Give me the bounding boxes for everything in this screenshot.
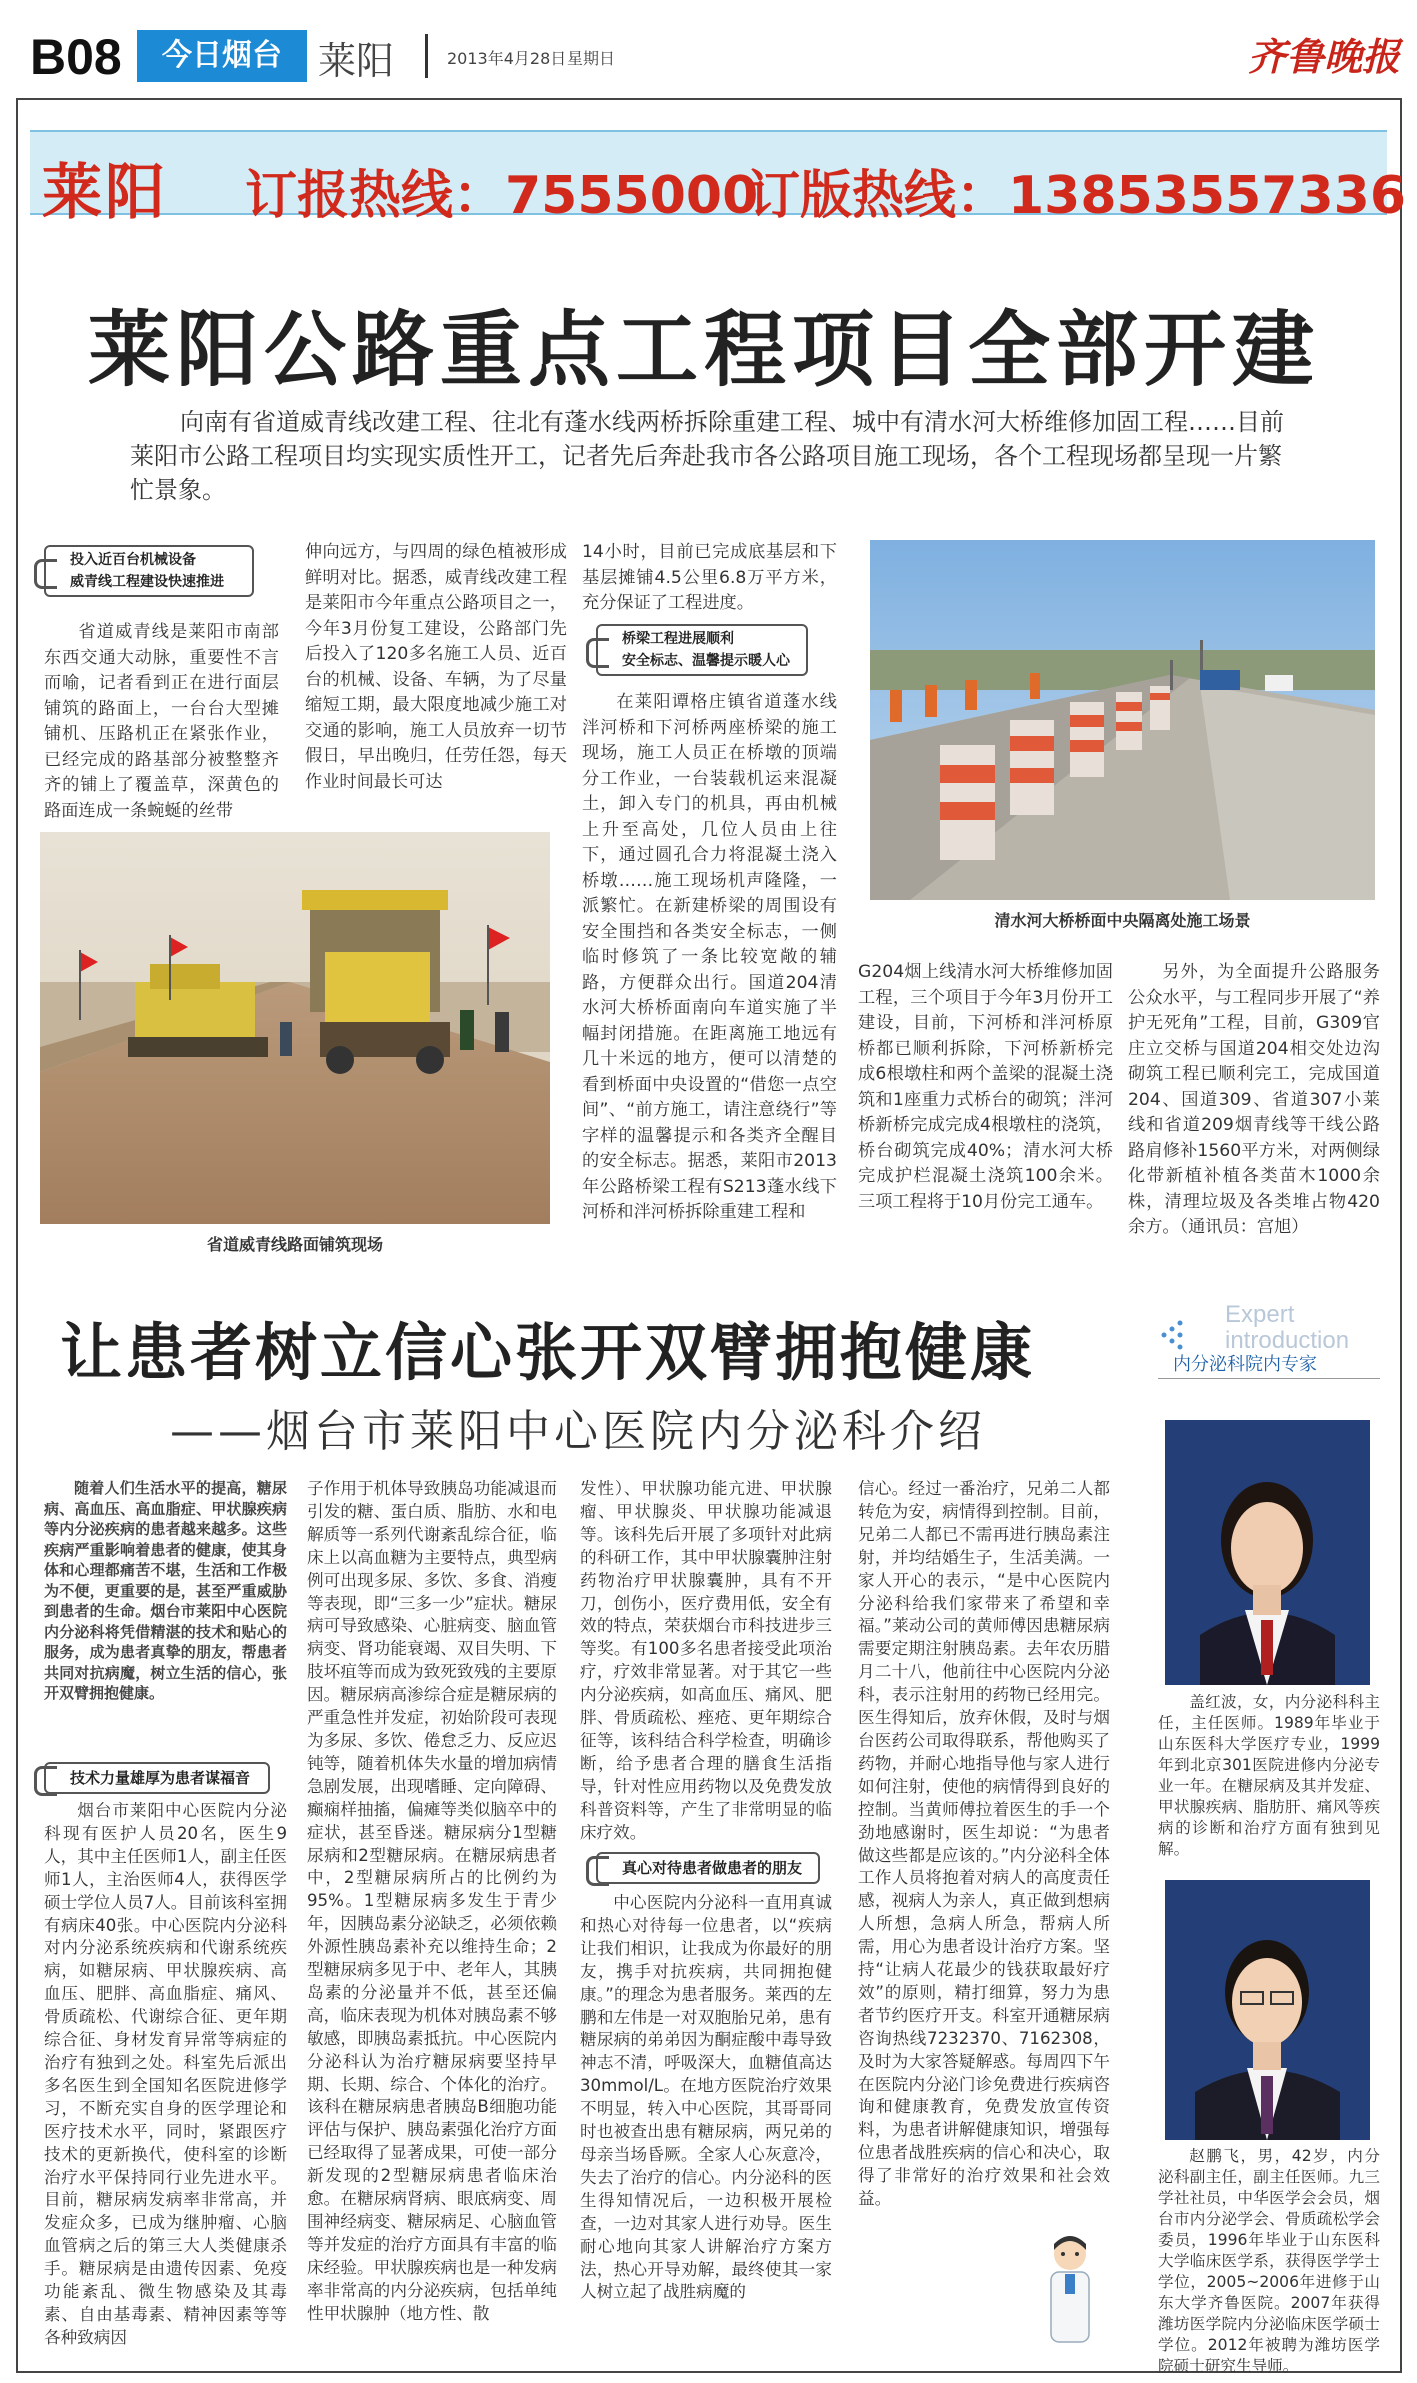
expert-intro-english: Expert introduction	[1225, 1301, 1350, 1354]
issue-date: 2013年4月28日	[447, 49, 567, 68]
bridge-construction-caption: 清水河大桥桥面中央隔离处施工场景	[994, 911, 1251, 930]
article2-subheadline: ——烟台市莱阳中心医院内分泌科介绍	[170, 1406, 986, 1457]
expert1-bio-text: 盖红波，女，内分泌科科主任，主任医师。1989年毕业于山东医科大学医疗专业，1999年到北京301医院进修内分泌专业一年。在糖尿病及其并发症、甲状腺疾病、脂肪肝、痛风等疾病的诊断和治疗方面有独到见解。	[1158, 1693, 1380, 1858]
page-number: B08	[30, 29, 122, 85]
expert2-bio-text: 赵鹏飞，男，42岁，内分泌科副主任，副主任医师。九三学社社员，中华医学会会员，烟台市内分泌学会、骨质疏松学会委员，1996年毕业于山东医科大学临床医学系，获得医学学士学位，2005~2006年进修于山东大学齐鲁医院。2007年获得潍坊医学院内分泌临床医学硕士学位。2012年被聘为潍坊医学院硕士研究生导师。	[1158, 2147, 1380, 2375]
article1-lead: 向南有省道威青线改建工程、往北有蓬水线两桥拆除重建工程、城中有清水河大桥维修加固工程……目前莱阳市公路工程项目均实现实质性开工，记者先后奔赴我市各公路项目施工现场，各个工程现场都呈现一片繁忙景象。	[130, 408, 1284, 504]
expert2-portrait	[1165, 1880, 1370, 2140]
article1-column-1-text: 省道威青线是莱阳市南部东西交通大动脉，重要性不言而喻，记者看到正在进行面层铺筑的路面上，一台台大型摊铺机、压路机正在紧张作业，已经完成的路基部分被整整齐齐的铺上了覆盖草，深黄色的路面连成一条蜿蜒的丝带	[44, 622, 279, 821]
article1-column-4	[858, 960, 1113, 1245]
article2-column-4-text: 信心。经过一番治疗，兄弟二人都转危为安，病情得到控制。目前，兄弟二人都已不需再进行胰岛素注射，并均结婚生子，生活美满。一家人开心的表示，“是中心医院内分泌科给我们家带来了希望和幸福。”莱动公司的黄师傅因患糖尿病需要定期注射胰岛素。去年农历腊月二十八，他前往中心医院内分泌科，表示注射用的药物已经用完。医生得知后，放弃休假，及时与烟台医药公司取得联系，帮他购买了药物，并耐心地指导他与家人进行如何注射，使他的病情得到良好的控制。当黄师傅拉着医生的手一个劲地感谢时，医生却说：“为患者做这些都是应该的。”内分泌科全体工作人员将抱着对病人的高度责任感，视病人为亲人，真正做到想病人所想，急病人所急，帮病人所需，用心为患者设计治疗方案。坚持“让病人花最少的钱获取最好疗效”的原则，精打细算，努力为患者节约医疗开支。科室开通糖尿病咨询热线7232370、7162308，及时为大家答疑解惑。每周四下午在医院内分泌门诊免费进行疾病咨询和健康教育，免费发放宣传资料，为患者讲解健康知识，增强每位患者战胜疾病的信心和决心，取得了非常好的治疗效果和社会效益。	[858, 1479, 1110, 2209]
article1-column-3b	[582, 690, 837, 1245]
road-paving-image	[40, 832, 550, 1224]
article1-column-2-text: 伸向远方，与四周的绿色植被形成鲜明对比。据悉，威青线改建工程是莱阳市今年重点公路项目之一，今年3月份复工建设，公路部门先后投入了120多名施工人员、近百台的机械、设备、车辆，为了尽量缩短工期，最大限度地减少施工对交通的影响，施工人员放弃一切节假日，早出晚归，任劳任怨，每天作业时间最长可达	[305, 542, 567, 792]
article2-headline: 让患者树立信心张开双臂拥抱健康	[60, 1316, 1036, 1389]
hotline-advertising: 订版热线：13853557336	[748, 166, 1406, 226]
road-paving-caption: 省道威青线路面铺筑现场	[206, 1235, 383, 1254]
issue-weekday: 星期日	[567, 49, 616, 68]
article1-headline: 莱阳公路重点工程项目全部开建	[88, 303, 1321, 398]
region-label: 莱阳	[318, 39, 395, 83]
article2-column-3b	[580, 1892, 832, 2358]
masthead-divider	[425, 34, 428, 78]
article1-column-1	[44, 620, 279, 825]
article1-subheading-1: 投入近百台机械设备 威青线工程建设快速推进	[44, 545, 254, 597]
section-tab[interactable]: 今日烟台	[137, 30, 307, 82]
article2-column-1-text: 烟台市莱阳中心医院内分泌科现有医护人员20名，医生9人，其中主任医师1人，副主任医师1人，主治医师4人，获得医学硕士学位人员7人。目前该科室拥有病床40张。中心医院内分泌科对内分泌系统疾病和代谢系统疾病，如糖尿病、甲状腺疾病、高血压、肥胖、高血脂症、痛风、骨质疏松、代谢综合征、更年期综合征、身材发育异常等病症的治疗有独到之处。科室先后派出多名医生到全国知名医院进修学习，不断充实自身的医学理论和医疗技术水平，同时，紧跟医疗技术的更新换代，使科室的诊断治疗水平保持同行业先进水平。目前，糖尿病发病率非常高，并发症众多，已成为继肿瘤、心脑血管病之后的第三大人类健康杀手。糖尿病是由遗传因素、免疫功能紊乱、微生物感染及其毒素、自由基毒素、精神因素等等各种致病因	[44, 1801, 287, 2347]
article1-column-4-text: G204烟上线清水河大桥维修加固工程，三个项目于今年3月份开工建设，目前，下河桥和泮河桥原桥都已顺利拆除，下河桥新桥完成6根墩柱和两个盖梁的混凝土浇筑和1座重力式桥台的砌筑；泮河桥新桥完成完成4根墩柱的浇筑，桥台砌筑完成40%；清水河大桥完成护栏混凝土浇筑100余米。三项工程将于10月份完工通车。	[858, 962, 1113, 1212]
article2-column-3a-text: 发性）、甲状腺功能亢进、甲状腺瘤、甲状腺炎、甲状腺功能减退等。该科先后开展了多项针对此病的科研工作，其中甲状腺囊肿注射药物治疗甲状腺囊肿，具有不开刀，创伤小，医疗费用低，安全有效的特点，荣获烟台市科技进步三等奖。有100多名患者接受此项治疗，疗效非常显著。对于其它一些内分泌疾病，如高血压、痛风、肥胖、骨质疏松、痤疮、更年期综合征等，该科结合科学检查，明确诊断，给予患者合理的膳食生活指导，针对性应用药物以及免费发放科普资料等，产生了非常明显的临床疗效。	[580, 1479, 832, 1842]
newspaper-logo: 齐鲁晚报	[1248, 34, 1401, 79]
article1-column-5	[1128, 960, 1380, 1245]
article1-column-2	[305, 540, 567, 825]
article2-column-2-text: 子作用于机体导致胰岛功能减退而引发的糖、蛋白质、脂肪、水和电解质等一系列代谢紊乱综合征，临床上以高血糖为主要特点，典型病例可出现多尿、多饮、多食、消瘦等表现，即“三多一少”症状。糖尿病可导致感染、心脏病变、脑血管病变、肾功能衰竭、双目失明、下肢坏疽等而成为致死致残的主要原因。糖尿病高渗综合症是糖尿病的严重急性并发症，初始阶段可表现为多尿、多饮、倦怠乏力、反应迟钝等，随着机体失水量的增加病情急剧发展，出现嗜睡、定向障碍、癫痫样抽搐，偏瘫等类似脑卒中的症状，甚至昏迷。糖尿病分1型糖尿病和2型糖尿病。在糖尿病患者中，2型糖尿病所占的比例约为95%。1型糖尿病多发生于青少年，因胰岛素分泌缺乏，必须依赖外源性胰岛素补充以维持生命；2型糖尿病多见于中、老年人，其胰岛素的分泌量并不低，甚至还偏高，临床表现为机体对胰岛素不够敏感，即胰岛素抵抗。中心医院内分泌科认为治疗糖尿病要坚持早期、长期、综合、个体化的治疗。该科在糖尿病患者胰岛B细胞功能评估与保护、胰岛素强化治疗方面已经取得了显著成果，可使一部分新发现的2型糖尿病患者临床治愈。在糖尿病肾病、眼底病变、周围神经病变、糖尿病足、心脑血管等并发症的治疗方面具有丰富的临床经验。甲状腺疾病也是一种发病率非常高的内分泌疾病，包括单纯性甲状腺肿（地方性、散	[307, 1479, 557, 2323]
article2-column-2	[307, 1478, 557, 2358]
bridge-construction-image	[870, 540, 1375, 900]
article1-column-5-text: 另外，为全面提升公路服务公众水平，与工程同步开展了“养护无死角”工程，目前，G309官庄立交桥与国道204相交处边沟砌筑工程已顺利完工，完成国道204、国道309、省道307小莱线和省道209烟青线等干线公路路肩修补1560平方米，对两侧绿化带新植补植各类苗木1000余株，清理垃圾及各类堆占物420余方。（通讯员：宫旭）	[1128, 962, 1380, 1237]
article1-column-3a	[582, 540, 837, 613]
hotline-subscription: 订报热线：7555000	[245, 166, 759, 226]
article2-subheading-1: 技术力量雄厚为患者谋福音	[44, 1762, 270, 1794]
dots-icon	[1158, 1315, 1172, 1355]
article2-column-3a	[580, 1478, 832, 1846]
expert-section-label: 内分泌科院内专家	[1173, 1354, 1317, 1375]
article1-column-3b-text: 在莱阳谭格庄镇省道蓬水线泮河桥和下河桥两座桥梁的施工现场，施工人员正在桥墩的顶端分工作业，一台装载机运来混凝土，卸入专门的机具，再由机械上升至高处，几位人员由上往下，通过圆孔合力将混凝土浇入桥墩……施工现场机声隆隆，一派繁忙。在新建桥梁的周围设有安全围挡和各类安全标志，一侧临时修筑了一条比较宽敞的辅路，方便群众出行。国道204清水河大桥桥面南向车道实施了半幅封闭措施。在距离施工地远有几十米远的地方，便可以清楚的看到桥面中央设置的“借您一点空间”、“前方施工，请注意绕行”等字样的温馨提示和各类齐全醒目的安全标志。据悉，莱阳市2013年公路桥梁工程有S213蓬水线下河桥和泮河桥拆除重建工程和	[582, 692, 837, 1222]
article1-column-3a-text: 14小时，目前已完成底基层和下基层摊铺4.5公里6.8万平方米，充分保证了工程进度。	[582, 542, 837, 613]
article1-subheading-2: 桥梁工程进展顺利 安全标志、温馨提示暖人心	[596, 624, 808, 676]
article2-column-4	[858, 1478, 1110, 2358]
article2-subheading-2: 真心对待患者做患者的朋友	[596, 1852, 820, 1884]
article2-column-1	[44, 1800, 287, 2360]
article2-intro	[44, 1478, 287, 1753]
doctor-cartoon-icon	[1035, 2232, 1105, 2352]
expert-divider	[1158, 1378, 1380, 1379]
hotline-city: 莱阳	[42, 158, 168, 228]
bridge-construction-photo	[870, 540, 1375, 900]
article2-column-3b-text: 中心医院内分泌科一直用真诚和热心对待每一位患者，以“疾病让我们相识，让我成为你最好的朋友，携手对抗疾病，共同拥抱健康。”的理念为患者服务。莱西的左鹏和左伟是一对双胞胎兄弟，患有糖尿病的弟弟因为酮症酸中毒导致神志不清，呼吸深大，血糖值高达30mmol/L。在地方医院治疗效果不明显，转入中心医院，其哥哥同时也被查出患有糖尿病，两兄弟的母亲当场昏厥。全家人心灰意冷，失去了治疗的信心。内分泌科的医生得知情况后，一边积极开展检查，一边对其家人进行劝导。医生耐心地向其家人讲解治疗方案方法，热心开导劝解，最终使其一家人树立起了战胜病魔的	[580, 1893, 832, 2302]
expert1-bio	[1158, 1692, 1380, 1872]
road-paving-photo	[40, 832, 550, 1224]
expert1-portrait	[1165, 1420, 1370, 1685]
expert2-bio	[1158, 2146, 1380, 2375]
article2-intro-text: 随着人们生活水平的提高，糖尿病、高血压、高血脂症、甲状腺疾病等内分泌疾病的患者越来越多。这些疾病严重影响着患者的健康，使其身体和心理都痛苦不堪，生活和工作极为不便，更重要的是，甚至严重威胁到患者的生命。烟台市莱阳中心医院内分泌科将凭借精湛的技术和贴心的服务，成为患者真挚的朋友，帮患者共同对抗病魔，树立生活的信心，张开双臂拥抱健康。	[44, 1479, 287, 1702]
